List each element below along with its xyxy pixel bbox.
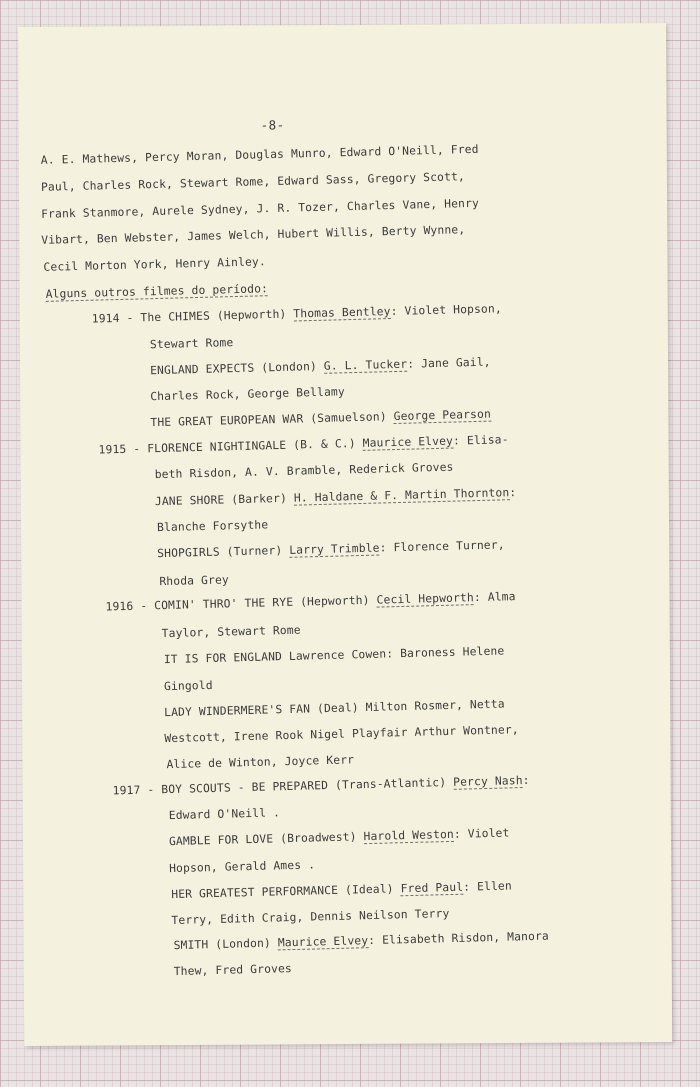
film-entry: ENGLAND EXPECTS (London) G. L. Tucker: Jane Gail, (149, 355, 491, 378)
director-name: Fred Paul (400, 880, 464, 896)
film-cast: Thew, Fred Groves (173, 962, 293, 979)
year-label: 1916 - (105, 599, 148, 614)
film-cast: Westcott, Irene Rook Nigel Playfair Arthur Wontner, (164, 723, 519, 746)
director-name: Maurice Elvey (277, 934, 369, 950)
film-entry: 1916 - COMIN' THRO' THE RYE (Hepworth) Cecil Hepworth: Alma (105, 590, 516, 614)
film-cast: Rhoda Grey (159, 573, 230, 589)
director-name: G. L. Tucker (323, 357, 408, 373)
film-entry: 1914 - The CHIMES (Hepworth) Thomas Bentley: Violet Hopson, (91, 302, 502, 326)
director-name: Larry Trimble (289, 541, 380, 557)
cast-line: Paul, Charles Rock, Stewart Rome, Edward Sass, Gregory Scott, (40, 170, 466, 194)
film-cast: Hopson, Gerald Ames . (168, 858, 316, 876)
director-name: Harold Weston (363, 827, 455, 844)
film-entry: GAMBLE FOR LOVE (Broadwest) Harold Weston: Violet (168, 826, 510, 849)
cast-line: Cecil Morton York, Henry Ainley. (43, 255, 267, 274)
film-entry: HER GREATEST PERFORMANCE (Ideal) Fred Paul: Ellen (171, 879, 512, 902)
film-cast: Stewart Rome (149, 336, 234, 352)
film-cast: Gingold (163, 678, 213, 694)
cast-line: Vibart, Ben Webster, James Welch, Hubert Willis, Berty Wynne, (41, 223, 466, 247)
film-cast: Alice de Winton, Joyce Kerr (166, 753, 355, 772)
film-cast: Taylor, Stewart Rome (161, 623, 301, 641)
director-name: George Pearson (393, 407, 492, 424)
typed-page (18, 23, 672, 1046)
film-entry: SMITH (London) Maurice Elvey: Elisabeth Risdon, Manora (173, 929, 550, 953)
film-cast: Charles Rock, George Bellamy (150, 385, 346, 404)
film-entry: THE GREAT EUROPEAN WAR (Samuelson) George Pearson (150, 407, 492, 430)
film-cast: Terry, Edith Craig, Dennis Neilson Terry (171, 907, 450, 928)
film-entry: LADY WINDERMERE'S FAN (Deal) Milton Rosmer, Netta (164, 697, 505, 720)
director-name: Cecil Hepworth (376, 591, 475, 607)
film-entry: IT IS FOR ENGLAND Lawrence Cowen: Baroness Helene (163, 644, 505, 667)
cast-line: A. E. Mathews, Percy Moran, Douglas Munro, Edward O'Neill, Fred (40, 142, 479, 167)
film-cast: Edward O'Neill . (168, 806, 281, 823)
director-name: Maurice Elvey (362, 434, 454, 450)
year-label: 1917 - (112, 783, 155, 798)
section-heading: Alguns outros filmes do período: (45, 282, 269, 301)
film-entry: JANE SHORE (Barker) H. Haldane & F. Martin Thornton: (154, 486, 517, 509)
film-entry: 1915 - FLORENCE NIGHTINGALE (B. & C.) Maurice Elvey: Elisa- (98, 433, 509, 457)
film-cast: Blanche Forsythe (156, 518, 269, 535)
director-name: Thomas Bentley (293, 304, 391, 321)
page-number: -8- (260, 117, 285, 133)
director-name: H. Haldane & F. Martin Thornton (293, 486, 510, 505)
director-name: Percy Nash (453, 774, 523, 789)
film-entry: SHOPGIRLS (Turner) Larry Trimble: Florence Turner, (157, 538, 505, 561)
film-entry: 1917 - BOY SCOUTS - BE PREPARED (Trans-Atlantic) Percy Nash: (112, 773, 530, 798)
film-cast: beth Risdon, A. V. Bramble, Rederick Groves (154, 460, 454, 482)
year-label: 1914 - (91, 311, 134, 326)
cast-line: Frank Stanmore, Aurele Sydney, J. R. Tozer, Charles Vane, Henry (40, 196, 480, 221)
year-label: 1915 - (98, 442, 141, 457)
